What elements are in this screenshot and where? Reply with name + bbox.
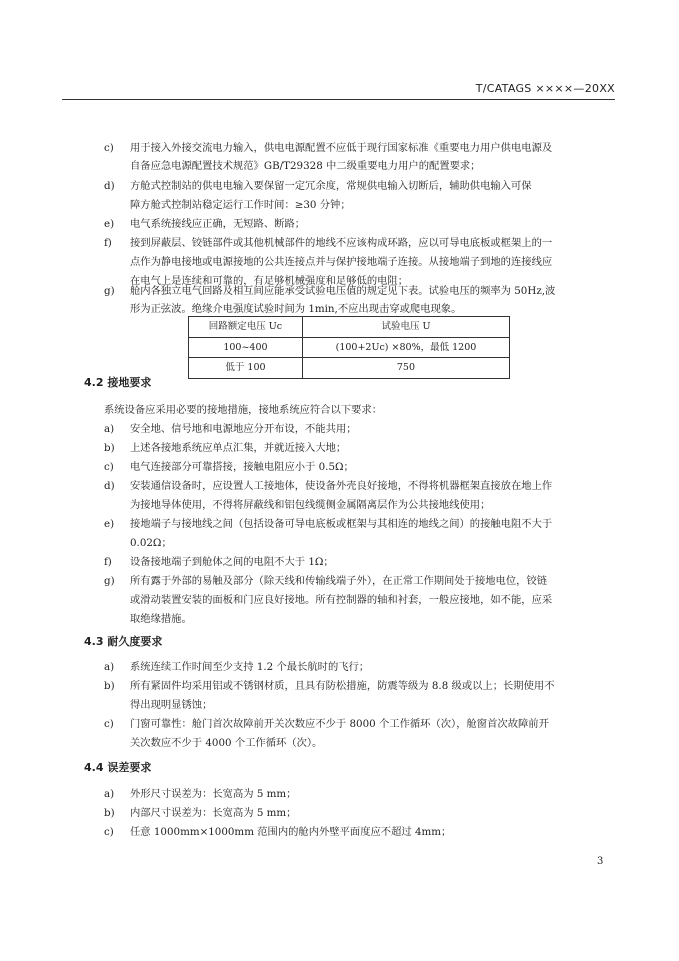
list-item-line: 0.02Ω； xyxy=(130,537,172,549)
document-id-header: T/CATAGS ××××—20XX xyxy=(475,82,615,95)
section-heading: 4.3 耐久度要求 xyxy=(84,635,163,648)
list-marker: b) xyxy=(104,807,115,819)
list-marker: d) xyxy=(104,480,115,492)
table-header-cell: 试验电压 U xyxy=(302,317,509,338)
list-marker: b) xyxy=(104,680,115,692)
list-item-line: 所有露于外部的易触及部分（除天线和传输线端子外），在正常工作期间处于接地电位，铰链 xyxy=(130,575,548,587)
list-item-line: 得出现明显锈蚀； xyxy=(130,699,213,711)
list-item-line: 形为正弦波。绝缘介电强度试验时间为 1min,不应出现击穿或爬电现象。 xyxy=(130,303,462,315)
list-marker: g) xyxy=(104,285,115,297)
list-marker: f) xyxy=(104,556,112,568)
list-marker: f) xyxy=(104,237,112,249)
list-item-line: 系统连续工作时间至少支持 1.2 个最长航时的飞行； xyxy=(130,661,370,673)
list-item-line: 取绝缘措施。 xyxy=(130,613,192,625)
list-item-line: 内部尺寸误差为：长宽高为 5 mm； xyxy=(130,807,297,819)
table-cell: 750 xyxy=(302,358,509,379)
list-item-line: 在电气上是连续和可靠的，有足够机械强度和足够低的电阻； xyxy=(130,275,409,287)
list-item-line: 方舱式控制站的供电电输入要保留一定冗余度，常规供电输入切断后，辅助供电输入可保 xyxy=(130,180,532,192)
table-cell: 低于 100 xyxy=(189,358,303,379)
list-marker: c) xyxy=(104,826,114,838)
section-heading: 4.2 接地要求 xyxy=(84,376,152,389)
section-intro: 系统设备应采用必要的接地措施，接地系统应符合以下要求： xyxy=(104,404,383,416)
list-marker: a) xyxy=(104,788,115,800)
list-marker: a) xyxy=(104,423,115,435)
list-item-line: 上述各接地系统应单点汇集，并就近接入大地； xyxy=(130,442,347,454)
list-item-line: 电气系统接线应正确，无短路、断路； xyxy=(130,218,306,230)
list-item-line: 电气连接部分可靠搭接，接触电阻应小于 0.5Ω； xyxy=(130,461,354,473)
list-marker: a) xyxy=(104,661,115,673)
table-row xyxy=(189,358,510,379)
list-item-line: 门窗可靠性：舱门首次故障前开关次数应不少于 8000 个工作循环（次），舱窗首次故障前开 xyxy=(130,718,549,730)
list-item-line: 外形尺寸误差为：长宽高为 5 mm； xyxy=(130,788,297,800)
section-heading: 4.4 误差要求 xyxy=(84,761,152,774)
list-marker: d) xyxy=(104,180,115,192)
list-item-line: 任意 1000mm×1000mm 范围内的舱内外壁平面度应不超过 4mm； xyxy=(130,826,452,838)
page-number: 3 xyxy=(597,856,604,867)
list-item-line: 为接地导体使用，不得将屏蔽线和铝包线缆侧金属隔离层作为公共接地线使用； xyxy=(130,499,491,511)
list-marker: g) xyxy=(104,575,115,587)
list-item-line: 安全地、信号地和电源地应分开布设，不能共用； xyxy=(130,423,357,435)
voltage-test-table xyxy=(188,316,510,379)
list-marker: e) xyxy=(104,218,115,230)
table-row xyxy=(189,337,510,358)
table-header-cell: 回路额定电压 Uc xyxy=(189,317,303,338)
table-header-row xyxy=(189,317,510,338)
list-item-line: 自备应急电源配置技术规范》GB/T29328 中二级重要电力用户的配置要求； xyxy=(130,160,481,172)
table-cell: 100~400 xyxy=(189,337,303,358)
list-item-line: 所有紧固件均采用铝或不锈钢材质，且具有防松措施，防震等级为 8.8 级或以上；长期使用不 xyxy=(130,680,555,692)
list-item-line: 安装通信设备时，应设置人工接地体，使设备外壳良好接地，不得将机器框架直接放在地上作 xyxy=(130,480,553,492)
list-marker: c) xyxy=(104,718,114,730)
list-item-line: 设备接地端子到舱体之间的电阻不大于 1Ω； xyxy=(130,556,334,568)
list-item-line: 舱内各独立电气回路及相互间应能承受试验电压值的规定见下表。试验电压的频率为 50Hz,波 xyxy=(130,285,556,297)
list-marker: c) xyxy=(104,461,114,473)
list-marker: b) xyxy=(104,442,115,454)
table-cell: (100+2Uc) ×80%，最低 1200 xyxy=(302,337,509,358)
list-item-line: 接地端子与接地线之间（包括设备可导电底板或框架与其相连的地线之间）的接触电阻不大于 xyxy=(130,518,553,530)
list-item-line: 接到屏蔽层、铰链部件或其他机械部件的地线不应该构成环路，应以可导电底板或框架上的一 xyxy=(130,237,553,249)
list-item-line: 或滑动装置安装的面板和门应良好接地。所有控制器的轴和衬套，一般应接地，如不能，应采 xyxy=(130,594,553,606)
list-marker: e) xyxy=(104,518,115,530)
header-rule xyxy=(62,99,615,100)
list-item-line: 点作为静电接地或电源接地的公共连接点并与保护接地端子连接。从接地端子到地的连接线应 xyxy=(130,256,553,268)
list-item-line: 用于接入外接交流电力输入，供电电源配置不应低于现行国家标准《重要电力用户供电电源及 xyxy=(130,142,553,154)
list-marker: c) xyxy=(104,142,114,154)
list-item-line: 障方舱式控制站稳定运行工作时间：≥30 分钟； xyxy=(130,199,351,211)
list-item-line: 关次数应不少于 4000 个工作循环（次）。 xyxy=(130,737,323,749)
